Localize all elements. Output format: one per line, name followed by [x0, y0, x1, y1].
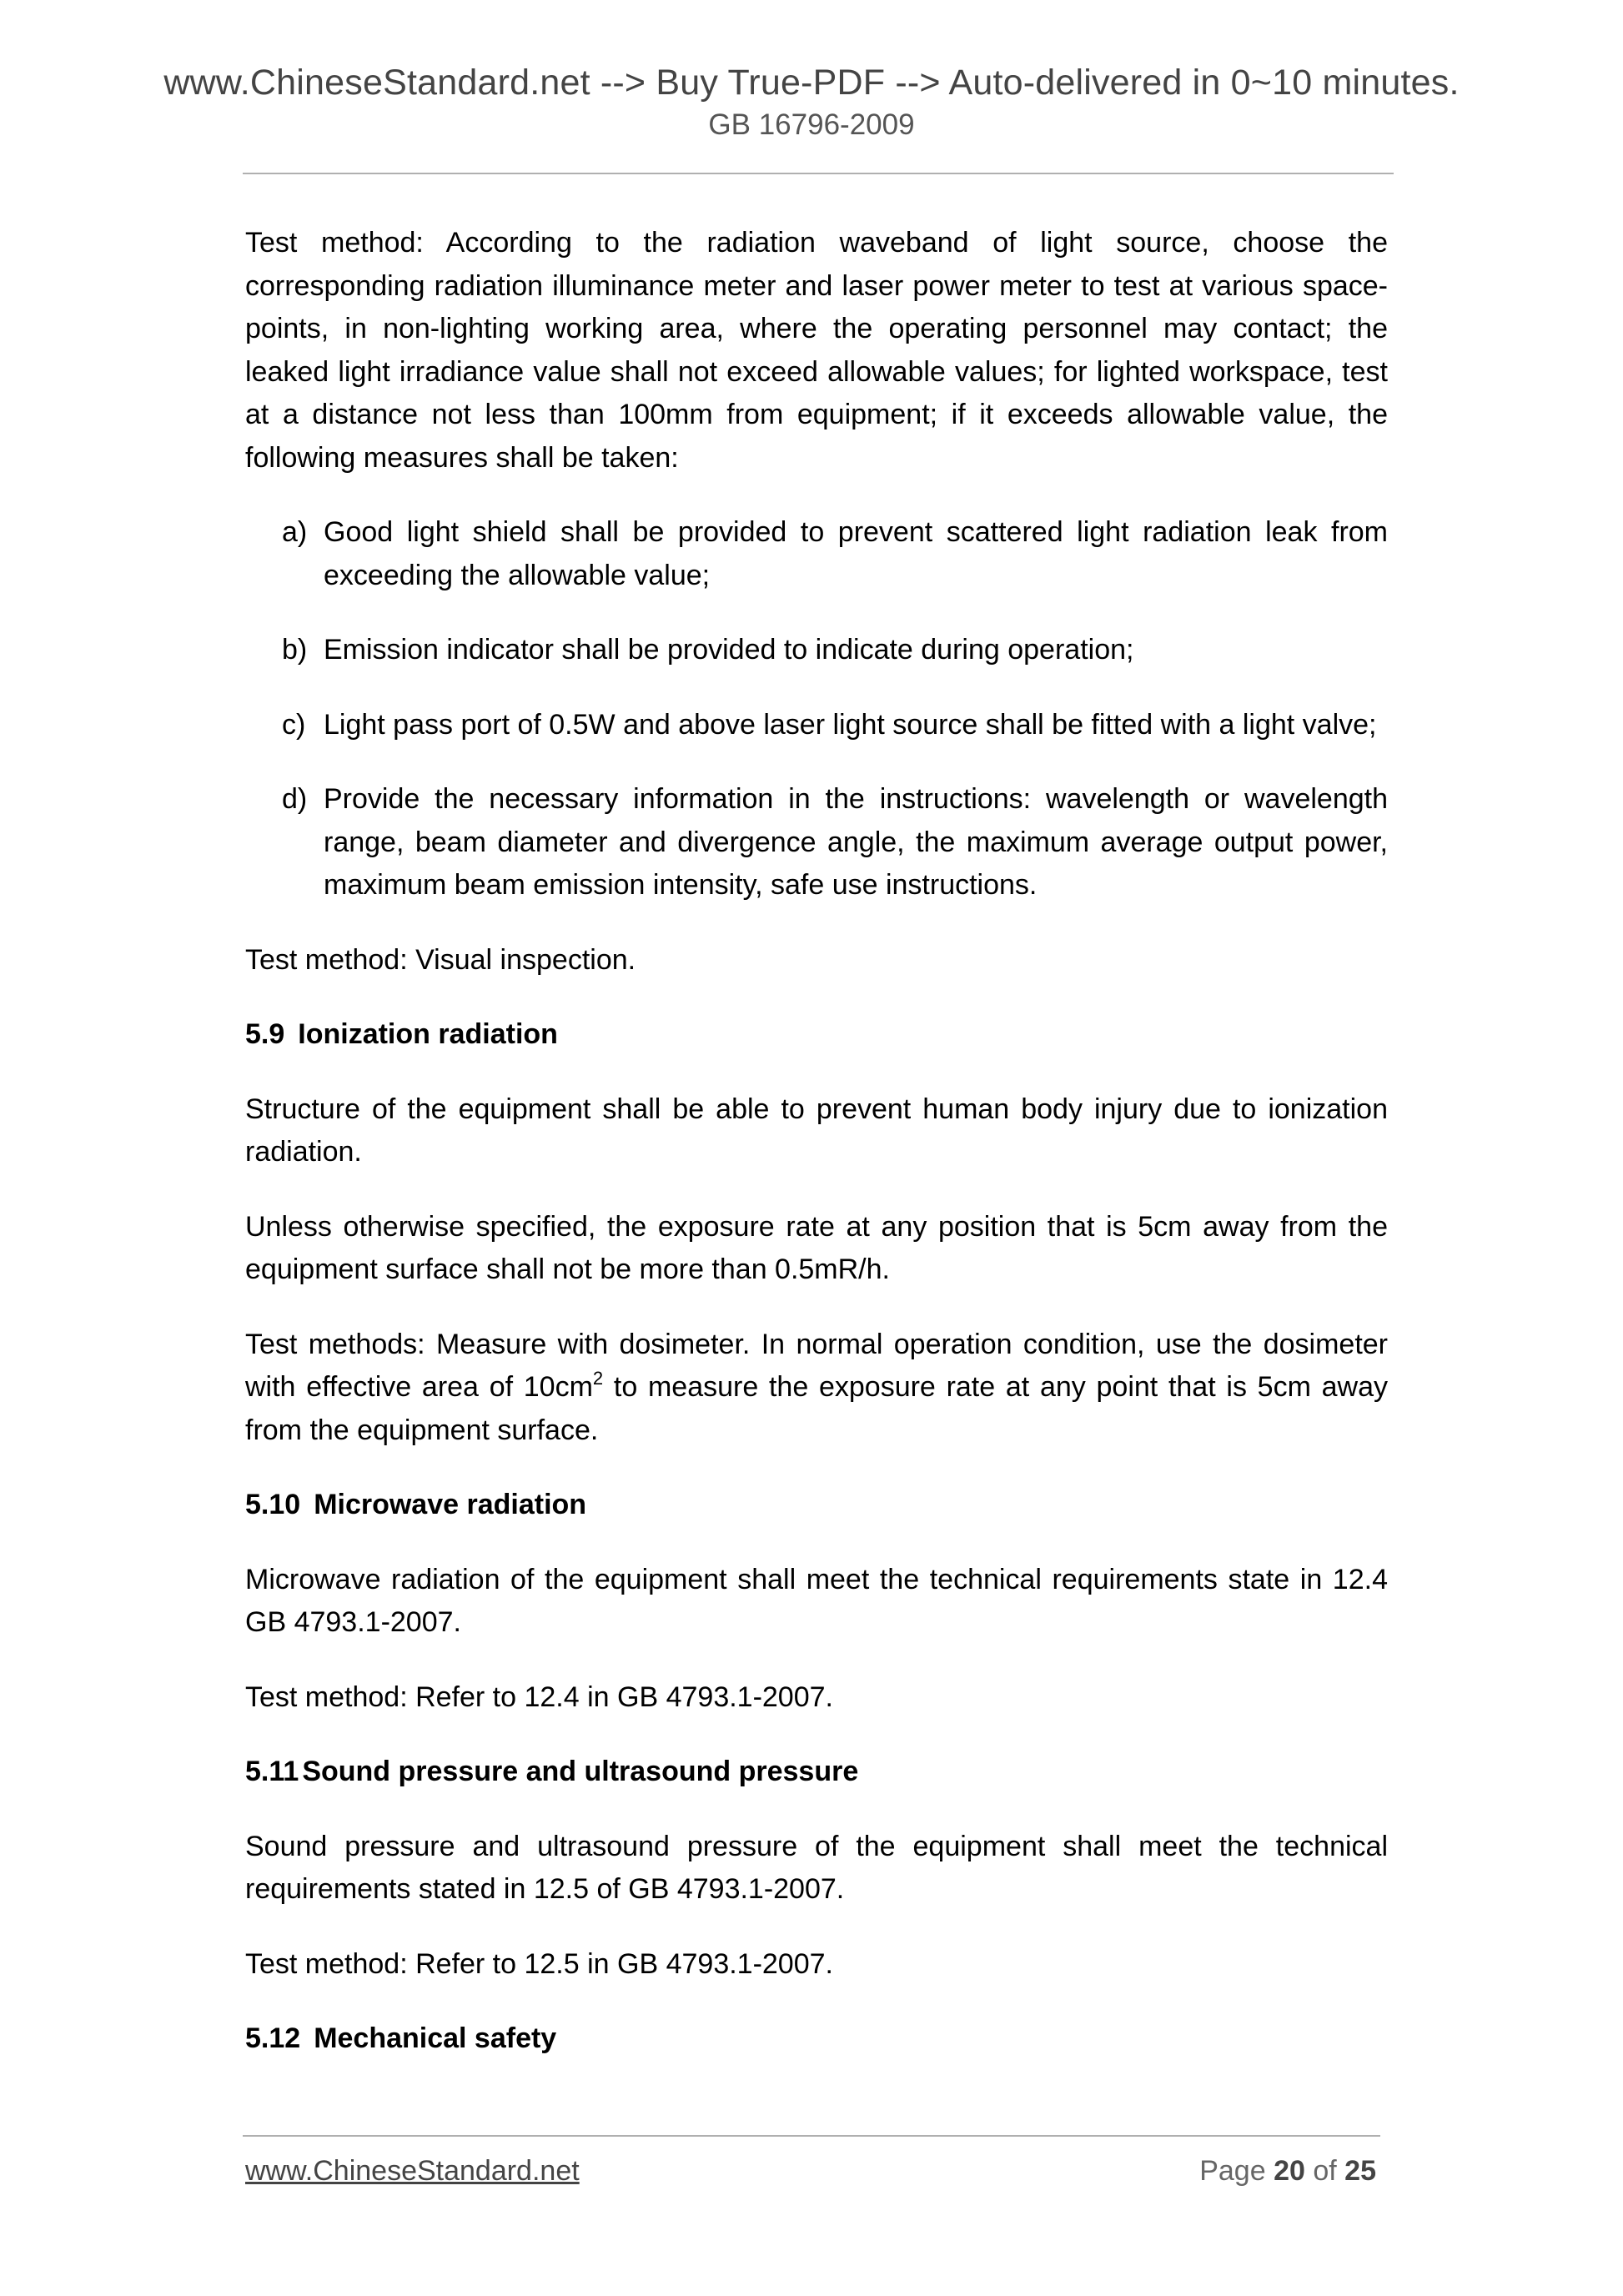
- current-page-number: 20: [1274, 2155, 1305, 2187]
- section-title: Mechanical safety: [314, 2022, 557, 2054]
- section-heading-5-10: [245, 1484, 1388, 1527]
- visual-inspection-paragraph: Test method: Visual inspection.: [245, 943, 636, 976]
- measures-list: [245, 511, 1388, 907]
- page-header: [0, 62, 1623, 142]
- list-item-text: Light pass port of 0.5W and above laser light source shall be fitted with a light valve;: [324, 708, 1377, 741]
- paragraph: Test method: Refer to 12.5 in GB 4793.1-2007.: [245, 1947, 833, 1980]
- list-item-letter: b): [282, 634, 308, 666]
- footer-divider: [243, 2135, 1380, 2137]
- list-item-letter: c): [282, 708, 306, 741]
- text-segment: Test methods: Measure with dosimeter. In normal operation condition, use the dosimeter with effective area of 10cm: [245, 1328, 1388, 1403]
- list-item-letter: a): [282, 516, 308, 548]
- text-segment: to measure the exposure rate at any point that is 5cm away from the equipment surface.: [245, 1371, 1388, 1446]
- page-of-word: of: [1313, 2155, 1337, 2187]
- paragraph: Structure of the equipment shall be able to prevent human body injury due to ionization radiation.: [245, 1093, 1388, 1168]
- section-number: 5.9: [245, 1018, 285, 1050]
- page-indicator: [1199, 2155, 1376, 2188]
- site-banner: www.ChineseStandard.net --> Buy True-PDF --> Auto-delivered in 0~10 minutes.: [163, 63, 1460, 103]
- list-item-text: Good light shield shall be provided to prevent scattered light radiation leak from exceeding the allowable value;: [324, 516, 1388, 591]
- section-heading-5-9: [245, 1013, 1388, 1057]
- superscript: 2: [592, 1368, 604, 1389]
- list-item-text: Emission indicator shall be provided to indicate during operation;: [324, 634, 1134, 666]
- list-item: [245, 629, 1388, 672]
- list-item-letter: d): [282, 783, 308, 815]
- section-number: 5.10: [245, 1489, 301, 1520]
- paragraph: Unless otherwise specified, the exposure rate at any position that is 5cm away from the equipment surface shall not be more than 0.5mR/h.: [245, 1210, 1388, 1285]
- total-pages-number: 25: [1344, 2155, 1376, 2187]
- list-item-text: Provide the necessary information in the instructions: wavelength or wavelength range, beam diameter and divergence angle, the maximum average output power, maximum beam emission intensity, safe use instructions.: [324, 783, 1388, 901]
- footer-website-link[interactable]: www.ChineseStandard.net: [245, 2155, 580, 2187]
- section-heading-5-12: [245, 2017, 1388, 2061]
- page-word: Page: [1199, 2155, 1266, 2187]
- paragraph-with-superscript: [245, 1324, 1388, 1453]
- document-code: GB 16796-2009: [708, 108, 915, 141]
- intro-paragraph: Test method: According to the radiation waveband of light source, choose the corresponding radiation illuminance meter and laser power meter to test at various space-points, in non-lighting working area, where the operating personnel may contact; the leaked light irradiance value shall not exceed allowable values; for lighted workspace, test at a distance not less than 100mm from equipment; if it exceeds allowable value, the following measures shall be taken:: [245, 227, 1388, 474]
- document-body: [245, 222, 1388, 2093]
- section-title: Ionization radiation: [298, 1018, 558, 1050]
- paragraph: Test method: Refer to 12.4 in GB 4793.1-2007.: [245, 1681, 833, 1713]
- list-item: [245, 704, 1388, 747]
- section-number: 5.11: [245, 1756, 299, 1787]
- section-title: Microwave radiation: [314, 1489, 587, 1520]
- paragraph: Sound pressure and ultrasound pressure of the equipment shall meet the technical requirements stated in 12.5 of GB 4793.1-2007.: [245, 1830, 1388, 1905]
- section-number: 5.12: [245, 2022, 301, 2054]
- section-heading-5-11: [245, 1751, 1388, 1794]
- list-item: [245, 511, 1388, 597]
- paragraph: Microwave radiation of the equipment shall meet the technical requirements state in 12.4 GB 4793.1-2007.: [245, 1563, 1388, 1638]
- section-title: Sound pressure and ultrasound pressure: [302, 1756, 859, 1787]
- list-item: [245, 778, 1388, 907]
- header-divider: [243, 173, 1394, 174]
